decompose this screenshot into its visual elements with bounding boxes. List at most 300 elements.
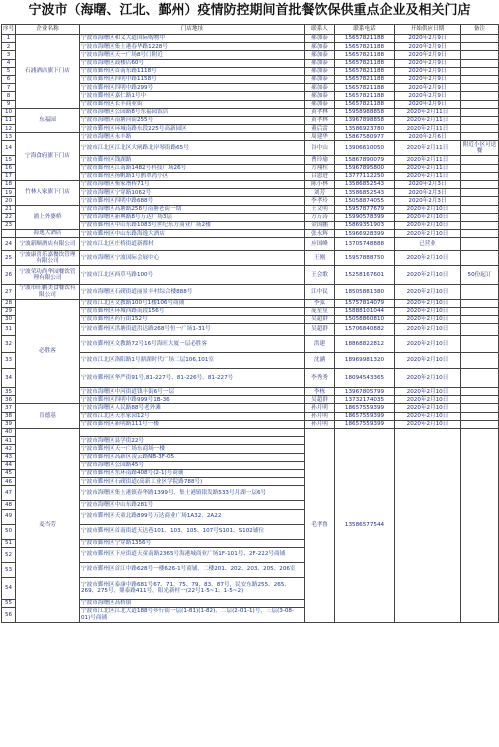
start-date: 2020年2月11日 [395, 116, 461, 124]
start-date: 2020年2月9日 [395, 92, 461, 100]
contact-person: 毛孝鲁 [305, 429, 335, 623]
company-name: 麦当劳 [16, 429, 80, 623]
header-col-address: 门店地址 [80, 25, 305, 35]
note [461, 51, 499, 59]
contact-phone: 15258167601 [335, 266, 395, 285]
contact-person: 周建华 [305, 133, 335, 141]
table-row [2, 108, 499, 116]
contact-phone: 13777112250 [335, 172, 395, 180]
shop-address: 宁波市海曙区人民路88号老外滩 [80, 404, 305, 412]
start-date: 2020年2月11日 [395, 125, 461, 133]
note [461, 230, 499, 238]
contact-phone: 15706840882 [335, 324, 395, 336]
contact-person: 张永辉 [305, 230, 335, 238]
row-number: 28 [2, 299, 16, 307]
contact-person: 郝加泰 [305, 35, 335, 43]
shop-address: 宁波市鄞州区四明中路1158号 [80, 75, 305, 83]
start-date: 2020年2月11日 [395, 172, 461, 180]
row-number: 8 [2, 92, 16, 100]
shop-address: 宁波市江北区文教路100号1楼106号商铺 [80, 299, 305, 307]
contact-phone: 15869351903 [335, 221, 395, 229]
row-number: 24 [2, 238, 16, 251]
start-date: 2020年2月6日 [395, 133, 461, 141]
row-number: 43 [2, 453, 16, 461]
row-number: 38 [2, 412, 16, 420]
row-number: 47 [2, 486, 16, 501]
note [461, 35, 499, 43]
header-col-contact: 联系人 [305, 25, 335, 35]
row-number: 44 [2, 461, 16, 469]
shop-address: 宁波市鄞州区中山东路1083号世纪东方商业广场2楼 [80, 221, 305, 229]
company-name: 宁波康喜乐嘉餐饮管理有限公司 [16, 251, 80, 266]
shop-address: 宁波市鄞州区宁穿路1356号 [80, 539, 305, 547]
start-date [395, 429, 461, 623]
shop-address: 宁波市江北区江北区大闸路北岸琴街路65号 [80, 141, 305, 156]
row-number: 6 [2, 75, 16, 83]
note [461, 412, 499, 420]
contact-person: 郝加泰 [305, 92, 335, 100]
contact-phone: 15958988858 [335, 108, 395, 116]
note [461, 116, 499, 124]
start-date: 2020年2月9日 [395, 67, 461, 75]
start-date: 2020年2月9日 [395, 59, 461, 67]
shop-address: 宁波市江北区西草马路100号 [80, 266, 305, 285]
contact-person: 谷中山 [305, 141, 335, 156]
row-number: 22 [2, 213, 16, 221]
start-date: 2020年2月3日 [395, 181, 461, 189]
start-date: 2020年2月10日 [395, 285, 461, 299]
contact-person: 郝加泰 [305, 100, 335, 108]
start-date: 2020年2月10日 [395, 307, 461, 315]
company-name: 肯德基 [16, 404, 80, 429]
shop-address: 宁波市鄞州区天一广场东商场一楼 [80, 445, 305, 453]
shop-address: 宁波市海曙区集士港镇春华路1399号、集士港镇银发路533号月湖一层6号 [80, 486, 305, 501]
contact-phone: 13967805799 [335, 388, 395, 396]
row-number: 5 [2, 67, 16, 75]
shop-address: 宁波市鄞州区泰康中路681号67、71、75、79、83、87号，民安东路255、265、269、275号，鼎泰路411号，阳光新村一(22号1-5~1、1-5~2) [80, 577, 305, 599]
contact-person: 方翔柱 [305, 164, 335, 172]
contact-person: 方万涛 [305, 213, 335, 221]
contact-person: 郝加泰 [305, 75, 335, 83]
row-number: 52 [2, 547, 16, 562]
contact-phone: 15757814079 [335, 299, 395, 307]
table-row [2, 181, 499, 189]
contact-person: 董后雷 [305, 125, 335, 133]
start-date: 2020年2月10日 [395, 299, 461, 307]
row-number: 23 [2, 221, 16, 229]
contact-phone: 18094543365 [335, 369, 395, 388]
row-number: 14 [2, 141, 16, 156]
row-number: 35 [2, 388, 16, 396]
row-number: 18 [2, 181, 16, 189]
contact-phone: 15657821188 [335, 67, 395, 75]
shop-address: 宁波市海曙区南塘河街255号 [80, 116, 305, 124]
row-number: 13 [2, 133, 16, 141]
contact-phone: 18657559399 [335, 420, 395, 428]
company-name: 宁波荣功尚华园餐饮管理有限公司 [16, 266, 80, 285]
shop-address: 宁波市海曙区柴家漕桥71号 [80, 181, 305, 189]
note [461, 307, 499, 315]
note [461, 189, 499, 197]
shop-address: 宁波市鄞州区扬帆路1号鹊翠湾小区 [80, 172, 305, 180]
start-date: 已营业 [395, 238, 461, 251]
contact-person: 黄孝林 [305, 116, 335, 124]
shop-address: 宁波市鄞州区四明中路299号 [80, 84, 305, 92]
contact-phone: 15657821188 [335, 35, 395, 43]
contact-person: 孙月明 [305, 420, 335, 428]
row-number: 11 [2, 116, 16, 124]
row-number: 49 [2, 509, 16, 524]
row-number: 51 [2, 539, 16, 547]
shop-address: 宁波市鄞州区首江中路628号一楼626-1号商铺，二楼201、202、203、205、206室 [80, 562, 305, 577]
header-col-no: 序号 [2, 25, 16, 35]
contact-person: 李弦 [305, 299, 335, 307]
company-name: 宁波市旺鹏美食餐饮有限公司 [16, 285, 80, 299]
contact-phone: 15657821188 [335, 51, 395, 59]
contact-person: 庞星星 [305, 307, 335, 315]
contact-person: 王会歌 [305, 266, 335, 285]
shop-address: 宁波市鄞州区文教路72号16号海旺大厦一层必胜客 [80, 336, 305, 353]
shop-address: 宁波市鄞州区环城西路南段156号 [80, 307, 305, 315]
contact-person: 郝加泰 [305, 84, 335, 92]
shop-address: 宁波市鄞州区东环南路408号(2-1)号商铺 [80, 469, 305, 477]
contact-phone: 15058874055 [335, 197, 395, 205]
shop-address: 宁波市鄞州区环城南路东段225号高新园区 [80, 125, 305, 133]
shop-address: 宁波市海曙区中河街道钱丰街6号一层 [80, 388, 305, 396]
contact-person: 陈小林 [305, 181, 335, 189]
shop-address: 宁波市海曙区鼓楼店60号 [80, 59, 305, 67]
shop-address: 宁波市鄞州区四明中路999号1B-36 [80, 396, 305, 404]
shop-address: 宁波市鄞州区石碶街道(高新工业区学院路788号) [80, 478, 305, 486]
row-number: 39 [2, 420, 16, 428]
start-date: 2020年2月10日 [395, 396, 461, 404]
note [461, 353, 499, 369]
start-date: 2020年2月10日 [395, 315, 461, 323]
shop-table [1, 24, 499, 623]
note [461, 299, 499, 307]
note [461, 164, 499, 172]
start-date: 2020年2月3日 [395, 189, 461, 197]
start-date: 2020年2月10日 [395, 388, 461, 396]
start-date: 2020年2月10日 [395, 213, 461, 221]
company-name: 宁海食府旗下门店 [16, 133, 80, 181]
note [461, 133, 499, 141]
note [461, 181, 499, 189]
header-col-company: 企业名称 [16, 25, 80, 35]
shop-address: 宁波市海曙区集士港春华路1228号 [80, 43, 305, 51]
shop-address: 宁波市江北区天水家园12号 [80, 412, 305, 420]
start-date: 2020年2月10日 [395, 412, 461, 420]
contact-person: 吴超群 [305, 324, 335, 336]
company-name: 浦上外婆桥 [16, 205, 80, 230]
table-row [2, 266, 499, 285]
contact-phone: 13586852543 [335, 181, 395, 189]
contact-person: 李栋 [305, 388, 335, 396]
row-number: 27 [2, 285, 16, 299]
row-number: 45 [2, 469, 16, 477]
row-number: 2 [2, 43, 16, 51]
shop-address: 宁波市海曙区宁波国际会展中心 [80, 251, 305, 266]
shop-address: 宁波市江北区洛阳路1号鼎湖时代广场二层106,101室 [80, 353, 305, 369]
company-name: 海逸大酒店 [16, 230, 80, 238]
contact-phone: 13586852543 [335, 189, 395, 197]
note [461, 324, 499, 336]
row-number: 7 [2, 84, 16, 92]
note [461, 251, 499, 266]
note [461, 43, 499, 51]
row-number: 42 [2, 445, 16, 453]
shop-address: 宁波市海曙区高桥镇 [80, 599, 305, 607]
shop-address: 宁波市海曙区和义大道国际购物中 [80, 35, 305, 43]
start-date: 2020年2月10日 [395, 221, 461, 229]
contact-person: 郝加泰 [305, 43, 335, 51]
note [461, 285, 499, 299]
contact-person: 黄孝林 [305, 108, 335, 116]
company-name: 宁波新顺酒店有限公司 [16, 238, 80, 251]
start-date: 2020年2月9日 [395, 43, 461, 51]
table-row [2, 230, 499, 238]
shop-address: 宁波市海曙区高塘路258号南塘老街一期 [80, 205, 305, 213]
start-date: 2020年2月10日 [395, 353, 461, 369]
contact-person: 王刚 [305, 251, 335, 266]
start-date: 2020年2月10日 [395, 404, 461, 412]
row-number: 41 [2, 437, 16, 445]
row-number: 54 [2, 577, 16, 599]
table-body [2, 35, 499, 623]
start-date: 2020年2月3日 [395, 197, 461, 205]
contact-person: 孙月明 [305, 404, 335, 412]
shop-address: 宁波市鄞州区中山东路海逸大酒店 [80, 230, 305, 238]
shop-address: 宁波市海曙区永丰路 [80, 133, 305, 141]
row-number: 12 [2, 125, 16, 133]
shop-address: 宁波市海曙区公园路45号 [80, 461, 305, 469]
row-number: 33 [2, 353, 16, 369]
row-number: 48 [2, 501, 16, 509]
shop-address: 宁波市鄞州区四明中路688号 [80, 197, 305, 205]
table-row [2, 35, 499, 43]
start-date: 2020年2月9日 [395, 35, 461, 43]
contact-phone: 15957888750 [335, 251, 395, 266]
row-number: 10 [2, 108, 16, 116]
start-date: 2020年2月9日 [395, 75, 461, 83]
shop-address: 宁波市海曙区石碶街道丽景丰村综合楼888号 [80, 285, 305, 299]
header-col-note: 备注 [461, 25, 499, 35]
row-number: 53 [2, 562, 16, 577]
contact-phone: 15657821188 [335, 75, 395, 83]
contact-phone: 15967895800 [335, 164, 395, 172]
contact-phone: 18657559399 [335, 404, 395, 412]
contact-person: 刘芳 [305, 189, 335, 197]
note [461, 396, 499, 404]
note [461, 238, 499, 251]
header-row [2, 25, 499, 35]
shop-address: 宁波市鄞州区长丰商业街 [80, 100, 305, 108]
contact-person: 吴超群 [305, 396, 335, 404]
note [461, 213, 499, 221]
company-name: 必胜客 [16, 299, 80, 404]
contact-phone: 13732174035 [335, 396, 395, 404]
contact-phone: 15867580977 [335, 133, 395, 141]
contact-phone: 15058860810 [335, 315, 395, 323]
contact-person: 江中民 [305, 285, 335, 299]
shop-address: 宁波市海曙区县学街22号 [80, 437, 305, 445]
row-number: 37 [2, 404, 16, 412]
row-number: 21 [2, 205, 16, 213]
start-date: 2020年2月11日 [395, 108, 461, 116]
note: 50份起订 [461, 266, 499, 285]
shop-address [80, 429, 305, 437]
start-date: 2020年2月9日 [395, 51, 461, 59]
contact-phone: 15957877679 [335, 205, 395, 213]
contact-phone: 15657821188 [335, 84, 395, 92]
shop-address: 宁波市海曙区天一广场8号门附近 [80, 51, 305, 59]
note [461, 75, 499, 83]
row-number: 20 [2, 197, 16, 205]
contact-phone: 18505881380 [335, 285, 395, 299]
contact-phone: 15990578399 [335, 213, 395, 221]
note [461, 84, 499, 92]
start-date: 2020年2月10日 [395, 369, 461, 388]
note [461, 336, 499, 353]
table-row [2, 133, 499, 141]
note [461, 404, 499, 412]
row-number: 32 [2, 336, 16, 353]
page-title: 宁波市（海曙、江北、鄞州）疫情防控期间首批餐饮保供重点企业及相关门店 [28, 3, 471, 18]
contact-phone: 15657821188 [335, 92, 395, 100]
contact-phone: 15867890079 [335, 156, 395, 164]
header-col-phone: 联系电话 [335, 25, 395, 35]
header-col-start-date: 开始供应日期 [395, 25, 461, 35]
note [461, 108, 499, 116]
row-number: 34 [2, 369, 16, 388]
start-date: 2020年2月10日 [395, 420, 461, 428]
contact-phone: 15966928399 [335, 230, 395, 238]
shop-address: 宁波市鄞州区洪塘街道洪达路268号恒一广场1-31号 [80, 324, 305, 336]
start-date: 2020年2月10日 [395, 251, 461, 266]
row-number: 15 [2, 156, 16, 164]
contact-person: 洪建 [305, 336, 335, 353]
row-number: 26 [2, 266, 16, 285]
contact-phone: 18657559399 [335, 412, 395, 420]
contact-person: 李孝玲 [305, 197, 335, 205]
note: 附近小区可送餐 [461, 141, 499, 156]
contact-person: 沈涵 [305, 353, 335, 369]
shop-address: 宁波市鄞州区华严街91号,81-227号、81-226号、81-227号 [80, 369, 305, 388]
shop-address: 宁波市鄞州区钱湖路 [80, 156, 305, 164]
row-number: 40 [2, 429, 16, 437]
contact-person: 孙月明 [305, 412, 335, 420]
shop-address: 宁波市海曙区中山东路281号 [80, 501, 305, 509]
note [461, 172, 499, 180]
note [461, 156, 499, 164]
note [461, 92, 499, 100]
note [461, 221, 499, 229]
note [461, 125, 499, 133]
shop-address: 宁波市江北区庄桥街道新都村 [80, 238, 305, 251]
start-date: 2020年2月9日 [395, 100, 461, 108]
row-number: 36 [2, 396, 16, 404]
row-number: 31 [2, 324, 16, 336]
row-number: 1 [2, 35, 16, 43]
company-name: 竹林人家旗下门店 [16, 181, 80, 206]
table-row [2, 251, 499, 266]
contact-phone: 15888101044 [335, 307, 395, 315]
row-number [2, 230, 16, 238]
note [461, 388, 499, 396]
company-name: 东福园 [16, 108, 80, 133]
shop-address: 宁波市海曙区公园路8号东福园饭店 [80, 108, 305, 116]
start-date: 2020年2月10日 [395, 336, 461, 353]
table-row [2, 205, 499, 213]
shop-address: 宁波市鄞州区首南街道天达巷101、103、105、107号S101、S102铺位 [80, 524, 305, 539]
start-date: 2020年2月10日 [395, 324, 461, 336]
row-number: 50 [2, 524, 16, 539]
row-number: 46 [2, 478, 16, 486]
contact-phone: 18868822812 [335, 336, 395, 353]
start-date: 2020年2月10日 [395, 266, 461, 285]
note [461, 197, 499, 205]
row-number: 56 [2, 607, 16, 622]
row-number: 55 [2, 599, 16, 607]
note [461, 59, 499, 67]
contact-person: 郝加泰 [305, 67, 335, 75]
contact-person: 王文明 [305, 205, 335, 213]
shop-address: 宁波市鄞州区下应街道天童南路2365号海港城商业广场1F-101号、2F-222号商铺 [80, 547, 305, 562]
start-date: 2020年2月11日 [395, 156, 461, 164]
contact-phone: 13586577544 [335, 429, 395, 623]
contact-phone: 13967898858 [335, 116, 395, 124]
shop-address: 宁波市鄞州区嘉仁路1号中 [80, 92, 305, 100]
contact-phone: 13906610050 [335, 141, 395, 156]
note [461, 67, 499, 75]
row-number: 17 [2, 172, 16, 180]
shop-address: 宁波市鄞州区药行街152号 [80, 315, 305, 323]
contact-person: 应国峰 [305, 238, 335, 251]
row-number: 9 [2, 100, 16, 108]
contact-person: 吴超群 [305, 315, 335, 323]
contact-phone: 15657821188 [335, 43, 395, 51]
table-row [2, 285, 499, 299]
row-number: 30 [2, 315, 16, 323]
note [461, 315, 499, 323]
row-number: 25 [2, 251, 16, 266]
contact-phone: 18969981320 [335, 353, 395, 369]
contact-phone: 15657821188 [335, 100, 395, 108]
shop-address: 宁波市鄞州区高新区凌云路NB-3F-05 [80, 453, 305, 461]
shop-address: 宁波市海曙区宁穿路1062号 [80, 189, 305, 197]
shop-address: 宁波市江北区江北大道188号步行街一层(1-81)(1-82)、二层(2-01-1)号，三层(3-08-01)号商铺 [80, 607, 305, 622]
shop-address: 宁波市鄞州区首南东路1118号 [80, 67, 305, 75]
contact-person: 吕恩进 [305, 172, 335, 180]
shop-address: 宁波市鄞州区江南路1482号科技广场26号 [80, 164, 305, 172]
contact-phone: 15657821188 [335, 59, 395, 67]
table-row [2, 238, 499, 251]
contact-person: 李秀秀 [305, 369, 335, 388]
note [461, 100, 499, 108]
table-row [2, 429, 499, 437]
contact-phone: 13586923780 [335, 125, 395, 133]
contact-person: 郝加泰 [305, 59, 335, 67]
contact-phone: 13705748888 [335, 238, 395, 251]
row-number: 19 [2, 189, 16, 197]
row-number: 4 [2, 59, 16, 67]
row-number: 29 [2, 307, 16, 315]
note [461, 205, 499, 213]
shop-address: 宁波市鄞州区新明路111号一楼 [80, 420, 305, 428]
start-date: 2020年2月9日 [395, 84, 461, 92]
start-date: 2020年2月11日 [395, 164, 461, 172]
note [461, 420, 499, 428]
